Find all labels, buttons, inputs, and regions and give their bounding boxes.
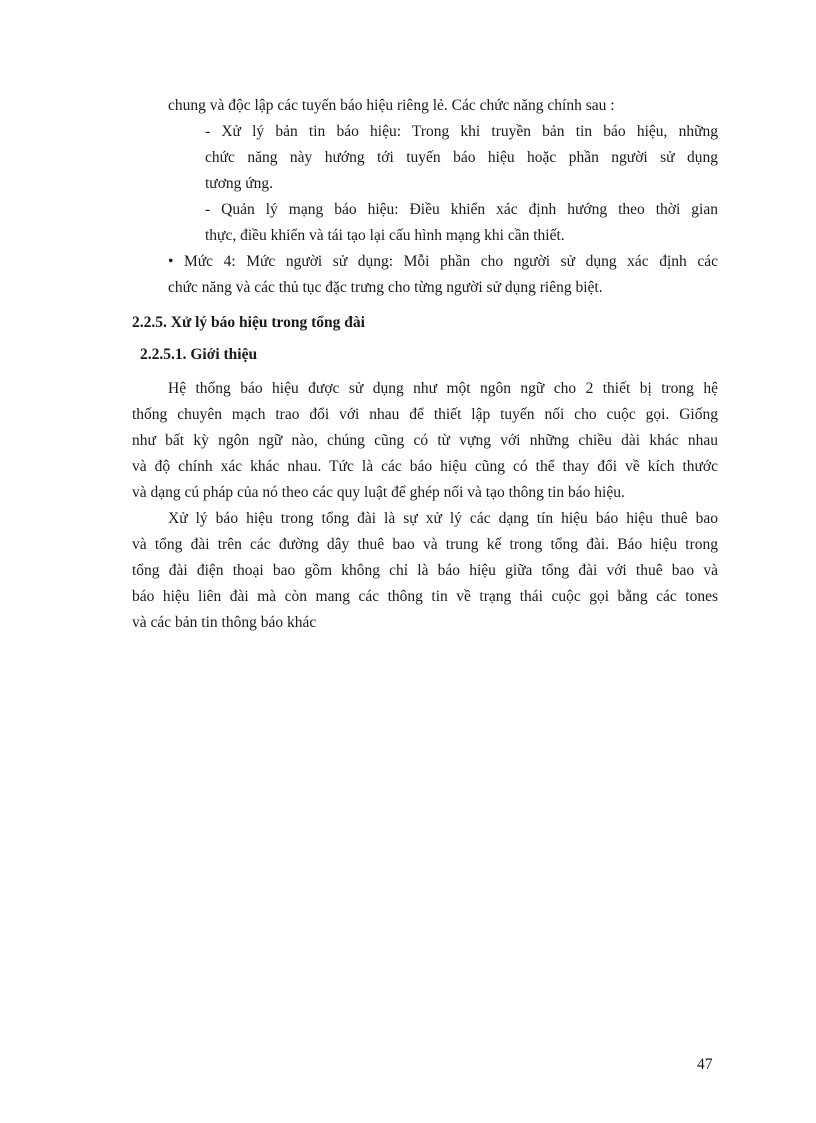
item2-line2: thực, điều khiển và tái tạo lại cấu hình mạng khi cần thiết. — [205, 227, 565, 244]
para1-line3: như bất kỳ ngôn ngữ nào, chúng cũng có từ vựng với những chiều dài khác nhau — [132, 432, 718, 449]
bullet4-line2: chức năng và các thủ tục đặc trưng cho từng người sử dụng riêng biệt. — [168, 279, 603, 296]
para1-line5: và dạng cú pháp của nó theo các quy luật để ghép nối và tạo thông tin báo hiệu. — [132, 484, 625, 501]
para2-line4: báo hiệu liên đài mà còn mang các thông tin về trạng thái cuộc gọi bằng các tones — [132, 588, 718, 605]
section-heading-2-2-5-1: 2.2.5.1. Giới thiệu — [140, 346, 258, 363]
item1-line2: chức năng này hướng tới tuyến báo hiệu hoặc phần người sử dụng — [205, 149, 718, 166]
page-number: 47 — [697, 1056, 713, 1073]
bullet4-line1: • Mức 4: Mức người sử dụng: Mỗi phần cho người sử dụng xác định các — [168, 253, 718, 270]
section-heading-2-2-5: 2.2.5. Xử lý báo hiệu trong tổng đài — [132, 314, 365, 331]
intro-line: chung và độc lập các tuyến báo hiệu riêng lẻ. Các chức năng chính sau : — [168, 97, 615, 114]
para2-line1: Xử lý báo hiệu trong tổng đài là sự xử lý các dạng tín hiệu báo hiệu thuê bao — [168, 510, 718, 527]
item1-line1: - Xử lý bản tin báo hiệu: Trong khi truyền bản tin báo hiệu, những — [205, 123, 718, 140]
para2-line5: và các bản tin thông báo khác — [132, 614, 317, 631]
para1-line4: và độ chính xác khác nhau. Tức là các báo hiệu cũng có thể thay đổi về kích thước — [132, 458, 718, 475]
item2-line1: - Quản lý mạng báo hiệu: Điều khiển xác định hướng theo thời gian — [205, 201, 718, 218]
item1-line3: tương ứng. — [205, 175, 274, 192]
para1-line1: Hệ thống báo hiệu được sử dụng như một ngôn ngữ cho 2 thiết bị trong hệ — [168, 380, 718, 397]
para2-line3: tổng đài điện thoại bao gồm không chỉ là báo hiệu giữa tổng đài với thuê bao và — [132, 562, 718, 579]
para2-line2: và tổng đài trên các đường dây thuê bao và trung kế trong tổng đài. Báo hiệu trong — [132, 536, 718, 553]
para1-line2: thống chuyên mạch trao đổi với nhau để thiết lập tuyến nối cho cuộc gọi. Giống — [132, 406, 718, 423]
